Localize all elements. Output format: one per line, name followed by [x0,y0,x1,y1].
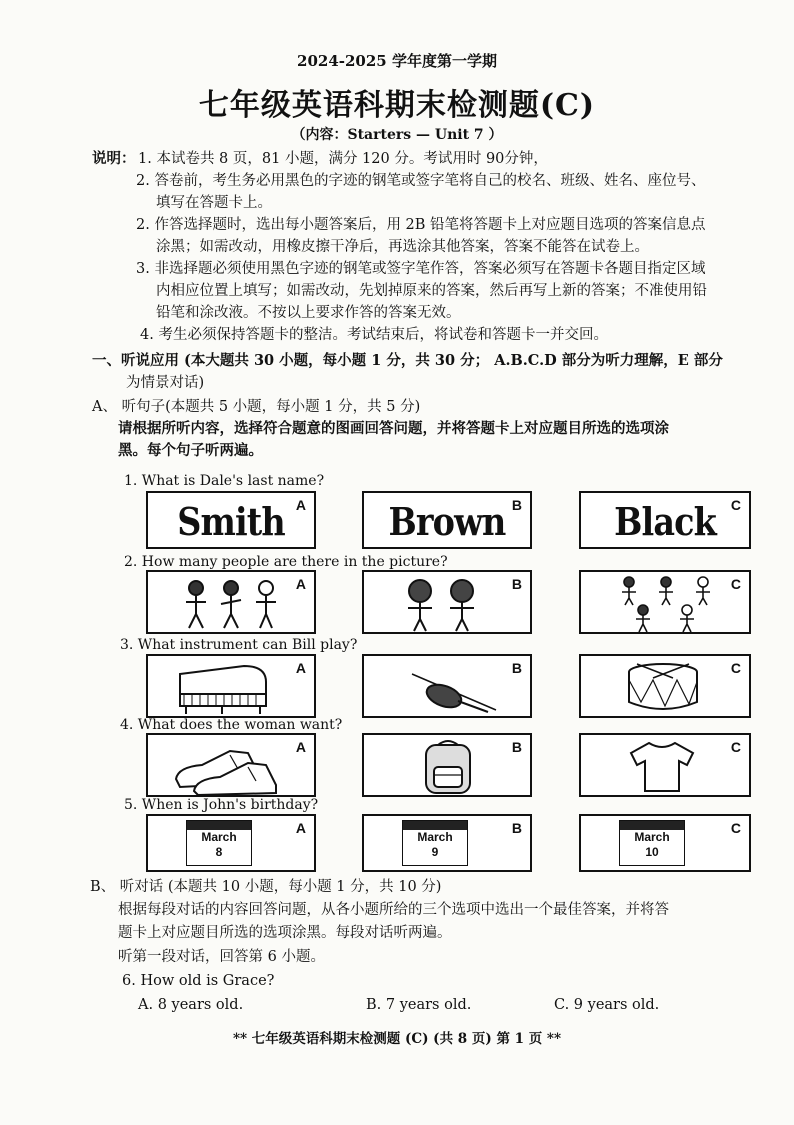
page-footer: ** 七年级英语科期末检测题 (C) (共 8 页) 第 1 页 ** [232,1031,562,1047]
q2-option-c[interactable] [579,570,751,634]
question-2: 2. How many people are there in the picture? [124,554,448,570]
section-b-heading: B、 听对话 (本题共 10 小题，每小题 1 分，共 10 分) [90,879,442,895]
instruction-line: 4. 考生必须保持答题卡的整洁。考试结束后，将试卷和答题卡一并交回。 [140,327,608,343]
q1-option-a[interactable] [146,491,316,549]
q6-option-c[interactable]: C. 9 years old. [554,997,660,1013]
option-letter: A [295,497,306,513]
calendar-icon: March 8 [186,820,252,866]
part-heading-cont: 为情景对话) [126,375,205,391]
section-a-heading: A、 听句子(本题共 5 小题，每小题 1 分，共 5 分) [92,399,421,415]
option-letter: C [730,660,741,676]
question-4: 4. What does the woman want? [120,717,343,733]
option-letter: B [511,660,522,676]
instruction-line: 1. 本试卷共 8 页，81 小题，满分 120 分。考试用时 90分钟， [138,151,548,167]
q5-option-a[interactable] [146,814,316,872]
five-children-icon [611,574,721,634]
option-letter: B [511,497,522,513]
piano-icon [174,660,274,716]
option-letter: B [511,820,522,836]
instruction-line: 涂黑；如需改动，用橡皮擦干净后，再选涂其他答案，答案不能答在试卷上。 [156,239,649,255]
q3-option-c[interactable] [579,654,751,718]
instruction-line: 铅笔和涂改液。不按以上要求作答的答案无效。 [156,305,461,321]
section-b-instruction: 根据每段对话的内容回答问题，从各小题所给的三个选项中选出一个最佳答案，并将答 [118,902,669,918]
option-letter: A [295,739,306,755]
instruction-line: 填写在答题卡上。 [156,195,272,211]
page-title: 七年级英语科期末检测题(C) [198,88,596,123]
calendar-icon: March 10 [619,820,685,866]
option-letter: B [511,576,522,592]
q4-option-b[interactable] [362,733,532,797]
q4-option-a[interactable] [146,733,316,797]
option-letter: A [295,660,306,676]
q5-option-c[interactable] [579,814,751,872]
part-heading: 一、听说应用 (本大题共 30 小题，每小题 1 分，共 30 分； A.B.C.D 部分为听力理解，E 部分 [92,352,723,369]
q2-option-a[interactable] [146,570,316,634]
option-letter: B [511,739,522,755]
instruction-line: 内相应位置上填写；如需改动，先划掉原来的答案，然后再写上新的答案；不准使用铅 [156,283,707,299]
section-a-instruction: 黑。每个句子听两遍。 [118,442,263,459]
q4-option-c[interactable] [579,733,751,797]
option-letter: C [730,497,741,513]
section-b-intro: 听第一段对话，回答第 6 小题。 [118,949,325,965]
question-3: 3. What instrument can Bill play? [120,637,358,653]
section-a-instruction: 请根据所听内容，选择符合题意的图画回答问题，并将答题卡上对应题目所选的选项涂 [118,420,669,437]
q1-option-b[interactable] [362,491,532,549]
q5-option-b[interactable] [362,814,532,872]
name-black: Black [614,499,716,544]
two-children-icon [398,575,488,633]
name-brown: Brown [388,499,506,544]
q6-option-b[interactable]: B. 7 years old. [366,997,472,1013]
q6-option-a[interactable]: A. 8 years old. [138,997,244,1013]
section-b-instruction: 题卡上对应题目所选的选项涂黑。每段对话听两遍。 [118,925,452,941]
calendar-icon: March 9 [402,820,468,866]
option-letter: C [730,820,741,836]
option-letter: C [730,739,741,755]
option-letter: A [295,576,306,592]
q3-option-a[interactable] [146,654,316,718]
tshirt-icon [627,739,697,795]
drum-icon [623,658,703,716]
violin-icon [404,660,504,716]
instructions-label: 说明： [92,150,136,167]
content-range: （内容：Starters — Unit 7 ） [291,127,503,143]
option-letter: C [730,576,741,592]
name-smith: Smith [177,499,285,544]
q1-option-c[interactable] [579,491,751,549]
instruction-line: 2. 作答选择题时，选出每小题答案后，用 2B 铅笔将答题卡上对应题目选项的答案信息点 [136,217,706,233]
q3-option-b[interactable] [362,654,532,718]
question-5: 5. When is John's birthday? [124,797,319,813]
q2-option-b[interactable] [362,570,532,634]
question-1: 1. What is Dale's last name? [124,473,325,489]
three-children-icon [176,576,286,632]
semester-line: 2024-2025 学年度第一学期 [297,52,497,70]
question-6: 6. How old is Grace? [122,973,275,989]
shoes-icon [172,739,282,795]
instruction-line: 3. 非选择题必须使用黑色字迹的钢笔或签字笔作答，答案必须写在答题卡各题目指定区域 [136,261,706,277]
backpack-icon [418,737,478,797]
instruction-line: 2. 答卷前，考生务必用黑色的字迹的钢笔或签字笔将自己的校名、班级、姓名、座位号、 [136,173,706,189]
option-letter: A [295,820,306,836]
